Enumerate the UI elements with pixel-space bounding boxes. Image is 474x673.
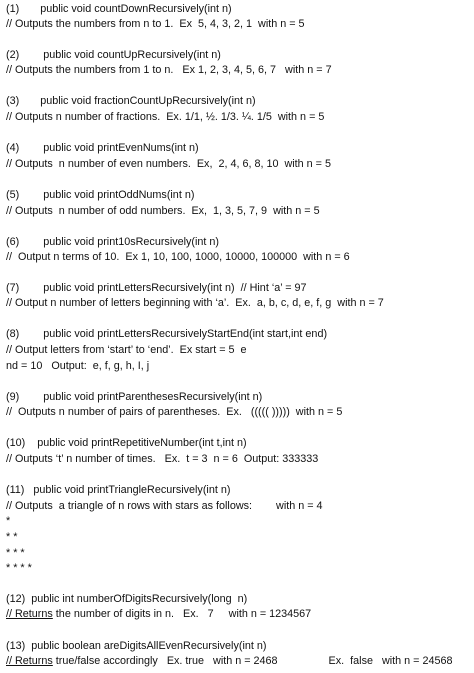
triangle-row: * (6, 515, 11, 527)
item-12-description-text: the number of digits in n. Ex. 7 with n = 1234567 (52, 608, 312, 620)
item-3-signature: (3) public void fractionCountUpRecursively(int n) (6, 95, 256, 107)
triangle-row: * * * (6, 547, 25, 559)
triangle-row: * * * * (6, 562, 32, 574)
item-11-signature: (11) public void printTriangleRecursively(int n) (6, 484, 231, 496)
item-7-description: // Output n number of letters beginning with ‘a’. Ex. a, b, c, d, e, f, g with n = 7 (6, 297, 384, 309)
item-2-signature: (2) public void countUpRecursively(int n) (6, 49, 221, 61)
item-13-description (6, 655, 453, 668)
item-4-signature: (4) public void printEvenNums(int n) (6, 142, 199, 154)
item-1-description: // Outputs the numbers from n to 1. Ex 5, 4, 3, 2, 1 with n = 5 (6, 18, 305, 30)
item-5-signature: (5) public void printOddNums(int n) (6, 189, 195, 201)
item-13-signature: (13) public boolean areDigitsAllEvenRecursively(int n) (6, 640, 267, 652)
item-13-description-text: true/false accordingly Ex. true with n = 2468 Ex. false with n = 24568 (52, 655, 453, 667)
item-2-description: // Outputs the numbers from 1 to n. Ex 1, 2, 3, 4, 5, 6, 7 with n = 7 (6, 64, 332, 76)
item-6-description: // Output n terms of 10. Ex 1, 10, 100, 1000, 10000, 100000 with n = 6 (6, 251, 350, 263)
item-9-description: // Outputs n number of pairs of parentheses. Ex. ((((( ))))) with n = 5 (6, 406, 343, 418)
returns-keyword: // Returns (6, 655, 53, 667)
item-9-signature: (9) public void printParenthesesRecursively(int n) (6, 391, 263, 403)
item-8-description: // Output letters from ‘start’ to ‘end’. Ex start = 5 e (6, 344, 247, 356)
item-11-description: // Outputs a triangle of n rows with stars as follows: with n = 4 (6, 500, 323, 512)
item-3-description: // Outputs n number of fractions. Ex. 1/1, ½. 1/3. ¼. 1/5 with n = 5 (6, 111, 325, 123)
item-10-description: // Outputs ‘t’ n number of times. Ex. t = 3 n = 6 Output: 333333 (6, 453, 319, 465)
item-6-signature: (6) public void print10sRecursively(int n) (6, 236, 220, 248)
item-7-signature: (7) public void printLettersRecursively(int n) // Hint ‘a’ = 97 (6, 282, 307, 294)
item-8-description-2: nd = 10 Output: e, f, g, h, I, j (6, 360, 150, 372)
item-12-signature: (12) public int numberOfDigitsRecursively(long n) (6, 593, 248, 605)
item-12-description (6, 608, 311, 621)
triangle-row: * * (6, 531, 18, 543)
item-4-description: // Outputs n number of even numbers. Ex, 2, 4, 6, 8, 10 with n = 5 (6, 158, 331, 170)
item-8-signature: (8) public void printLettersRecursivelyStartEnd(int start,int end) (6, 328, 328, 340)
returns-keyword: // Returns (6, 608, 53, 620)
item-5-description: // Outputs n number of odd numbers. Ex, 1, 3, 5, 7, 9 with n = 5 (6, 205, 320, 217)
item-1-signature: (1) public void countDownRecursively(int n) (6, 3, 232, 15)
item-10-signature: (10) public void printRepetitiveNumber(int t,int n) (6, 437, 247, 449)
